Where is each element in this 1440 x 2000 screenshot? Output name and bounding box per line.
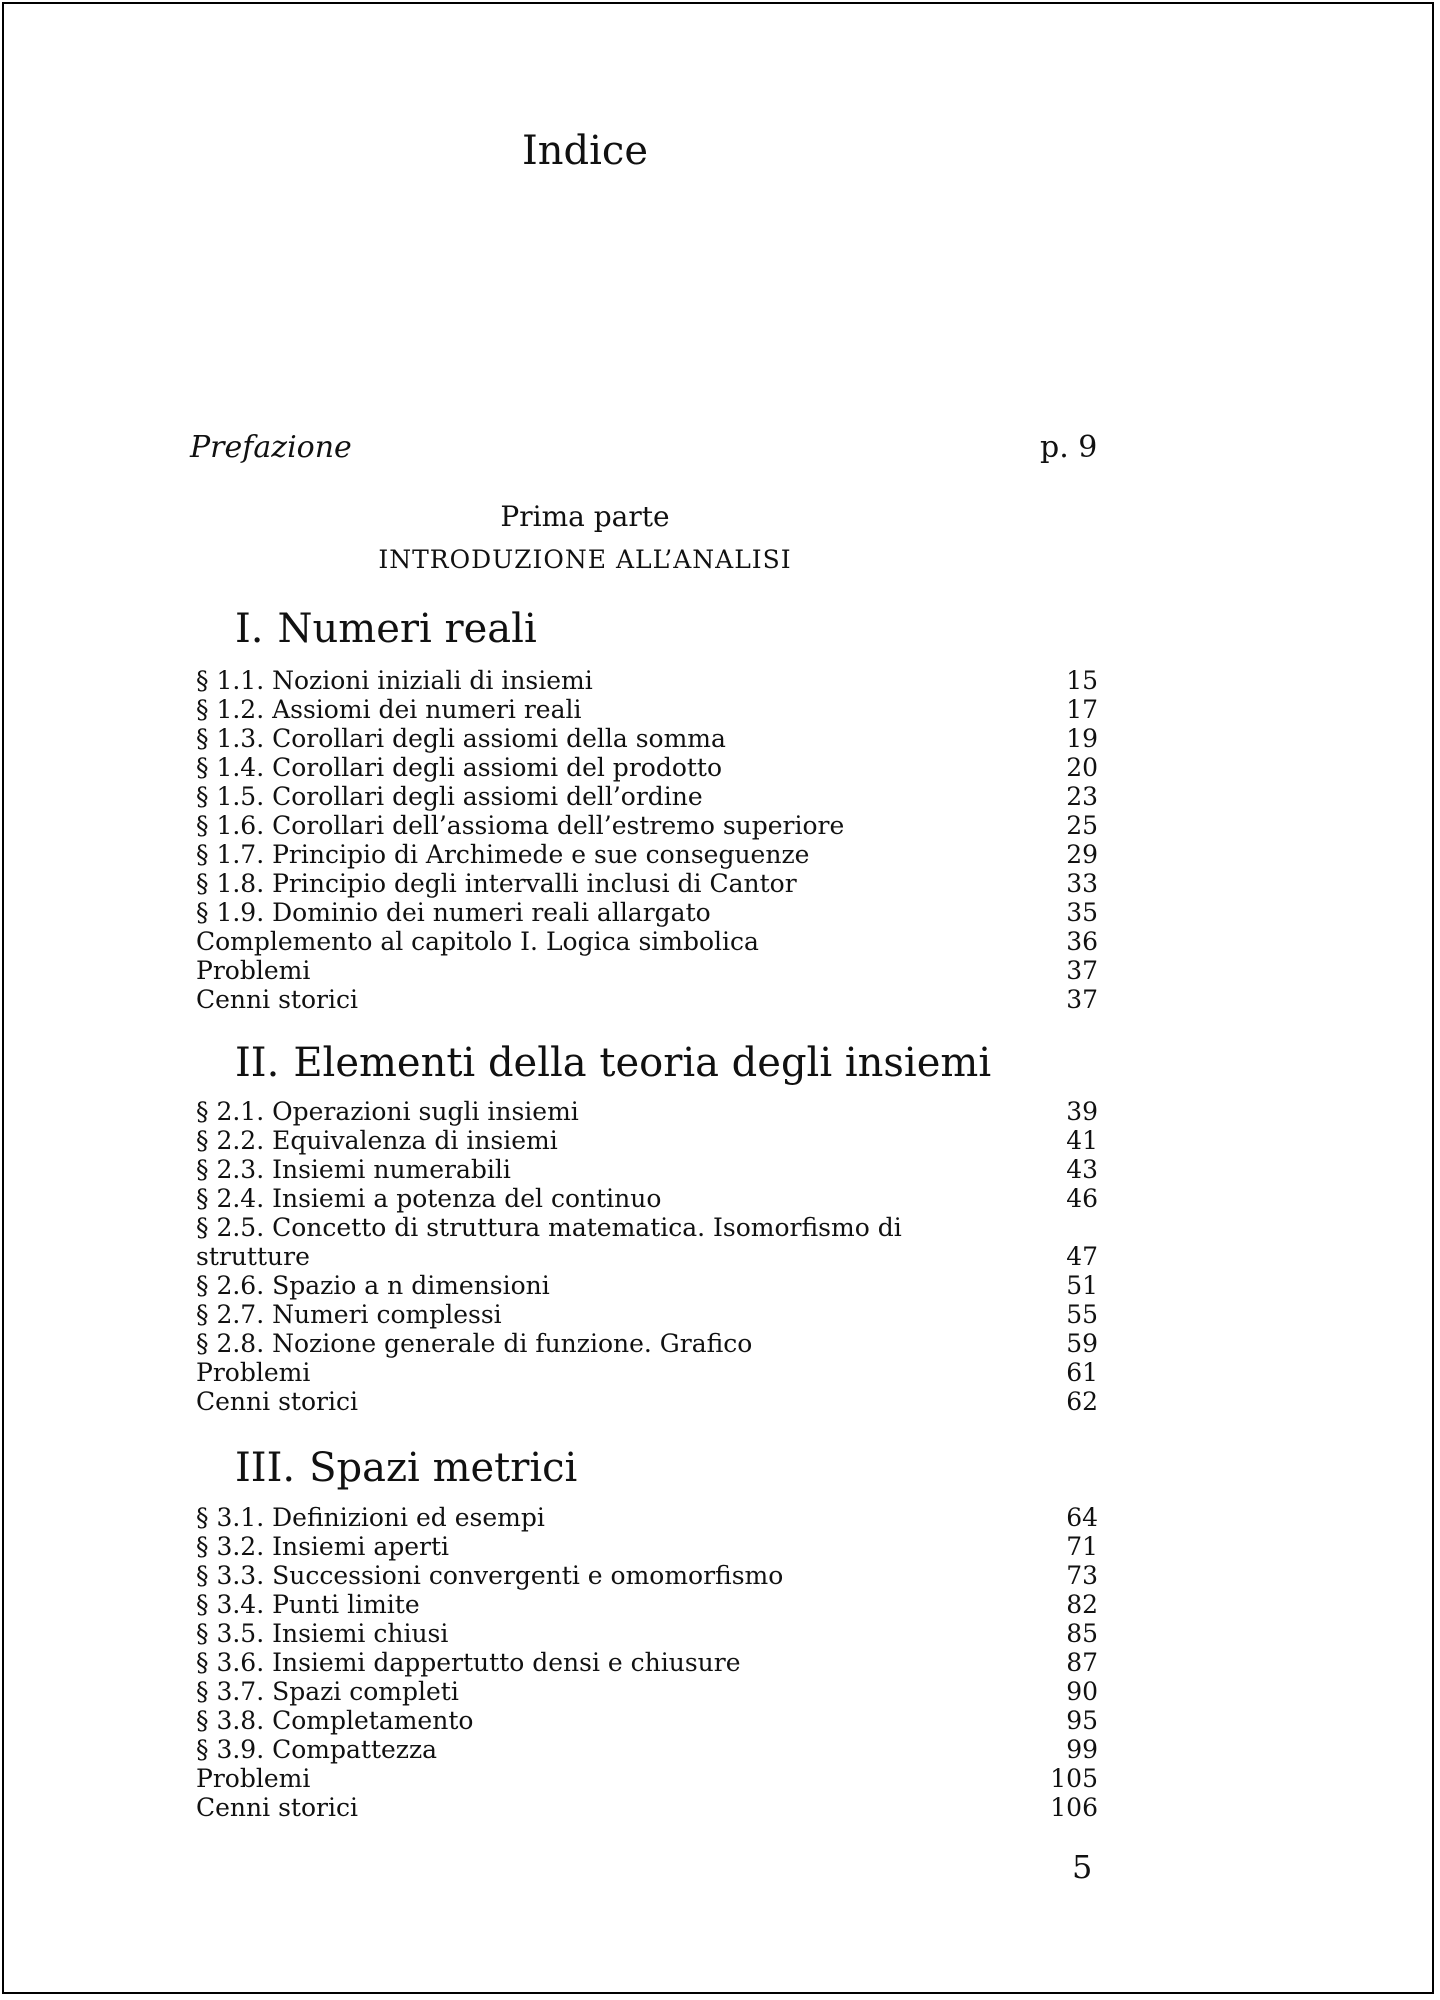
toc-entry-page: 62 [1066, 1387, 1098, 1416]
chapter-title: Elementi della teoria degli insiemi [293, 1040, 992, 1086]
toc-entry[interactable] [196, 1242, 1098, 1271]
toc-entry[interactable] [196, 1271, 1098, 1300]
toc-entry-page: 95 [1066, 1706, 1098, 1735]
toc-entry-page: 41 [1066, 1126, 1098, 1155]
toc-entry[interactable] [196, 1329, 1098, 1358]
toc-entry[interactable] [196, 1677, 1098, 1706]
toc-entry-label: Cenni storici [196, 1793, 358, 1822]
toc-entry[interactable] [196, 869, 1098, 898]
toc-entry-page: 59 [1066, 1329, 1098, 1358]
toc-entry-label: § 2.2. Equivalenza di insiemi [196, 1126, 558, 1155]
toc-entry[interactable] [196, 927, 1098, 956]
toc-entry-page: 106 [1050, 1793, 1098, 1822]
toc-entry-label: § 1.7. Principio di Archimede e sue conseguenze [196, 840, 810, 869]
toc-entry[interactable] [196, 1300, 1098, 1329]
toc-entry[interactable] [196, 695, 1098, 724]
toc-entry-label: Problemi [196, 956, 311, 985]
toc-entry-page: 29 [1066, 840, 1098, 869]
toc-entry-label: § 1.6. Corollari dell’assioma dell’estremo superiore [196, 811, 845, 840]
toc-entry[interactable] [196, 1735, 1098, 1764]
toc-entry[interactable] [196, 724, 1098, 753]
toc-entry[interactable] [196, 1619, 1098, 1648]
toc-entry[interactable] [196, 1764, 1098, 1793]
toc-entry-page: 105 [1050, 1764, 1098, 1793]
toc-entry[interactable] [196, 1561, 1098, 1590]
toc-entry-page: 99 [1066, 1735, 1098, 1764]
toc-entry-label: § 1.1. Nozioni iniziali di insiemi [196, 666, 593, 695]
toc-entry-page: 17 [1066, 695, 1098, 724]
toc-entry-label: § 1.5. Corollari degli assiomi dell’ordine [196, 782, 703, 811]
toc-entry[interactable] [196, 1155, 1098, 1184]
toc-entry-label: Problemi [196, 1358, 311, 1387]
toc-entry-label: Complemento al capitolo I. Logica simbolica [196, 927, 759, 956]
toc-entry-page: 73 [1066, 1561, 1098, 1590]
toc-entry[interactable] [196, 753, 1098, 782]
toc-entry-page: 23 [1066, 782, 1098, 811]
toc-entry-page: 36 [1066, 927, 1098, 956]
toc-entry-label: § 3.5. Insiemi chiusi [196, 1619, 449, 1648]
toc-entry-label: § 3.1. Definizioni ed esempi [196, 1503, 545, 1532]
toc-entry[interactable] [196, 811, 1098, 840]
toc-entry[interactable] [196, 1590, 1098, 1619]
toc-entry[interactable] [196, 666, 1098, 695]
toc-entry[interactable] [196, 956, 1098, 985]
toc-entry-label: § 1.2. Assiomi dei numeri reali [196, 695, 582, 724]
toc-entry[interactable] [196, 840, 1098, 869]
toc-entry[interactable] [196, 782, 1098, 811]
toc-entry-page: 47 [1066, 1242, 1098, 1271]
toc-entry-page: 46 [1066, 1184, 1098, 1213]
toc-list [196, 1097, 1098, 1416]
toc-entry-page: 64 [1066, 1503, 1098, 1532]
toc-entry-label: § 1.4. Corollari degli assiomi del prodotto [196, 753, 723, 782]
toc-entry-label: § 3.4. Punti limite [196, 1590, 420, 1619]
toc-entry[interactable] [196, 1097, 1098, 1126]
toc-entry[interactable] [196, 985, 1098, 1014]
toc-entry-page: 71 [1066, 1532, 1098, 1561]
toc-entry-label: Cenni storici [196, 1387, 358, 1416]
toc-entry[interactable] [196, 1387, 1098, 1416]
toc-entry-label: § 3.7. Spazi completi [196, 1677, 459, 1706]
toc-entry-label: § 2.5. Concetto di struttura matematica. Isomorfismo di [196, 1213, 902, 1242]
toc-entry[interactable] [196, 1793, 1098, 1822]
chapter-roman: III. [235, 1445, 296, 1491]
toc-entry-page: 37 [1066, 956, 1098, 985]
toc-entry-label: § 2.6. Spazio a n dimensioni [196, 1271, 550, 1300]
chapter-heading [235, 1445, 577, 1491]
toc-list [196, 1503, 1098, 1822]
toc-entry-page: 35 [1066, 898, 1098, 927]
toc-entry-label: § 2.8. Nozione generale di funzione. Grafico [196, 1329, 753, 1358]
toc-entry-label: § 3.8. Completamento [196, 1706, 474, 1735]
toc-entry-label: § 2.1. Operazioni sugli insiemi [196, 1097, 579, 1126]
toc-entry-page: 37 [1066, 985, 1098, 1014]
toc-entry-label: strutture [196, 1242, 310, 1271]
toc-entry[interactable] [196, 1648, 1098, 1677]
chapter-roman: II. [235, 1040, 280, 1086]
toc-entry-page: 82 [1066, 1590, 1098, 1619]
toc-entry-label: Cenni storici [196, 985, 358, 1014]
toc-entry-page: 61 [1066, 1358, 1098, 1387]
toc-entry-label: § 3.2. Insiemi aperti [196, 1532, 450, 1561]
toc-entry[interactable] [196, 1532, 1098, 1561]
toc-entry-label: Problemi [196, 1764, 311, 1793]
chapter-heading [235, 1040, 991, 1086]
toc-entry-page: 33 [1066, 869, 1098, 898]
toc-entry-page: 19 [1066, 724, 1098, 753]
toc-entry-page: 85 [1066, 1619, 1098, 1648]
toc-entry-label: § 2.4. Insiemi a potenza del continuo [196, 1184, 662, 1213]
page-title: Indice [521, 128, 649, 174]
toc-entry[interactable] [196, 1184, 1098, 1213]
toc-entry[interactable] [196, 1358, 1098, 1387]
part-subtitle: INTRODUZIONE ALL’ANALISI [378, 545, 792, 574]
toc-entry-label: § 2.3. Insiemi numerabili [196, 1155, 511, 1184]
toc-entry-label: § 1.8. Principio degli intervalli inclusi di Cantor [196, 869, 797, 898]
toc-entry[interactable] [196, 898, 1098, 927]
toc-entry-page: 25 [1066, 811, 1098, 840]
chapter-heading [235, 606, 537, 652]
preface-label[interactable]: Prefazione [190, 430, 352, 465]
toc-entry-page: 39 [1066, 1097, 1098, 1126]
part-title: Prima parte [500, 500, 670, 533]
toc-entry-label: § 3.3. Successioni convergenti e omomorfismo [196, 1561, 784, 1590]
toc-entry-page: 87 [1066, 1648, 1098, 1677]
chapter-title: Numeri reali [277, 606, 537, 652]
toc-entry-label: § 1.9. Dominio dei numeri reali allargato [196, 898, 711, 927]
chapter-title: Spazi metrici [309, 1445, 578, 1491]
toc-entry[interactable] [196, 1126, 1098, 1155]
toc-entry[interactable] [196, 1213, 1098, 1242]
toc-entry-label: § 2.7. Numeri complessi [196, 1300, 502, 1329]
toc-entry-page: 51 [1066, 1271, 1098, 1300]
toc-entry-page: 55 [1066, 1300, 1098, 1329]
toc-entry[interactable] [196, 1503, 1098, 1532]
toc-list [196, 666, 1098, 1014]
preface-page: p. 9 [1040, 430, 1098, 465]
toc-entry-label: § 3.9. Compattezza [196, 1735, 438, 1764]
toc-entry[interactable] [196, 1706, 1098, 1735]
toc-entry-page: 90 [1066, 1677, 1098, 1706]
chapter-roman: I. [235, 606, 264, 652]
toc-entry-label: § 3.6. Insiemi dappertutto densi e chiusure [196, 1648, 741, 1677]
toc-entry-page: 43 [1066, 1155, 1098, 1184]
page-number: 5 [1072, 1848, 1093, 1886]
toc-entry-page: 15 [1066, 666, 1098, 695]
toc-entry-label: § 1.3. Corollari degli assiomi della somma [196, 724, 726, 753]
toc-entry-page: 20 [1066, 753, 1098, 782]
